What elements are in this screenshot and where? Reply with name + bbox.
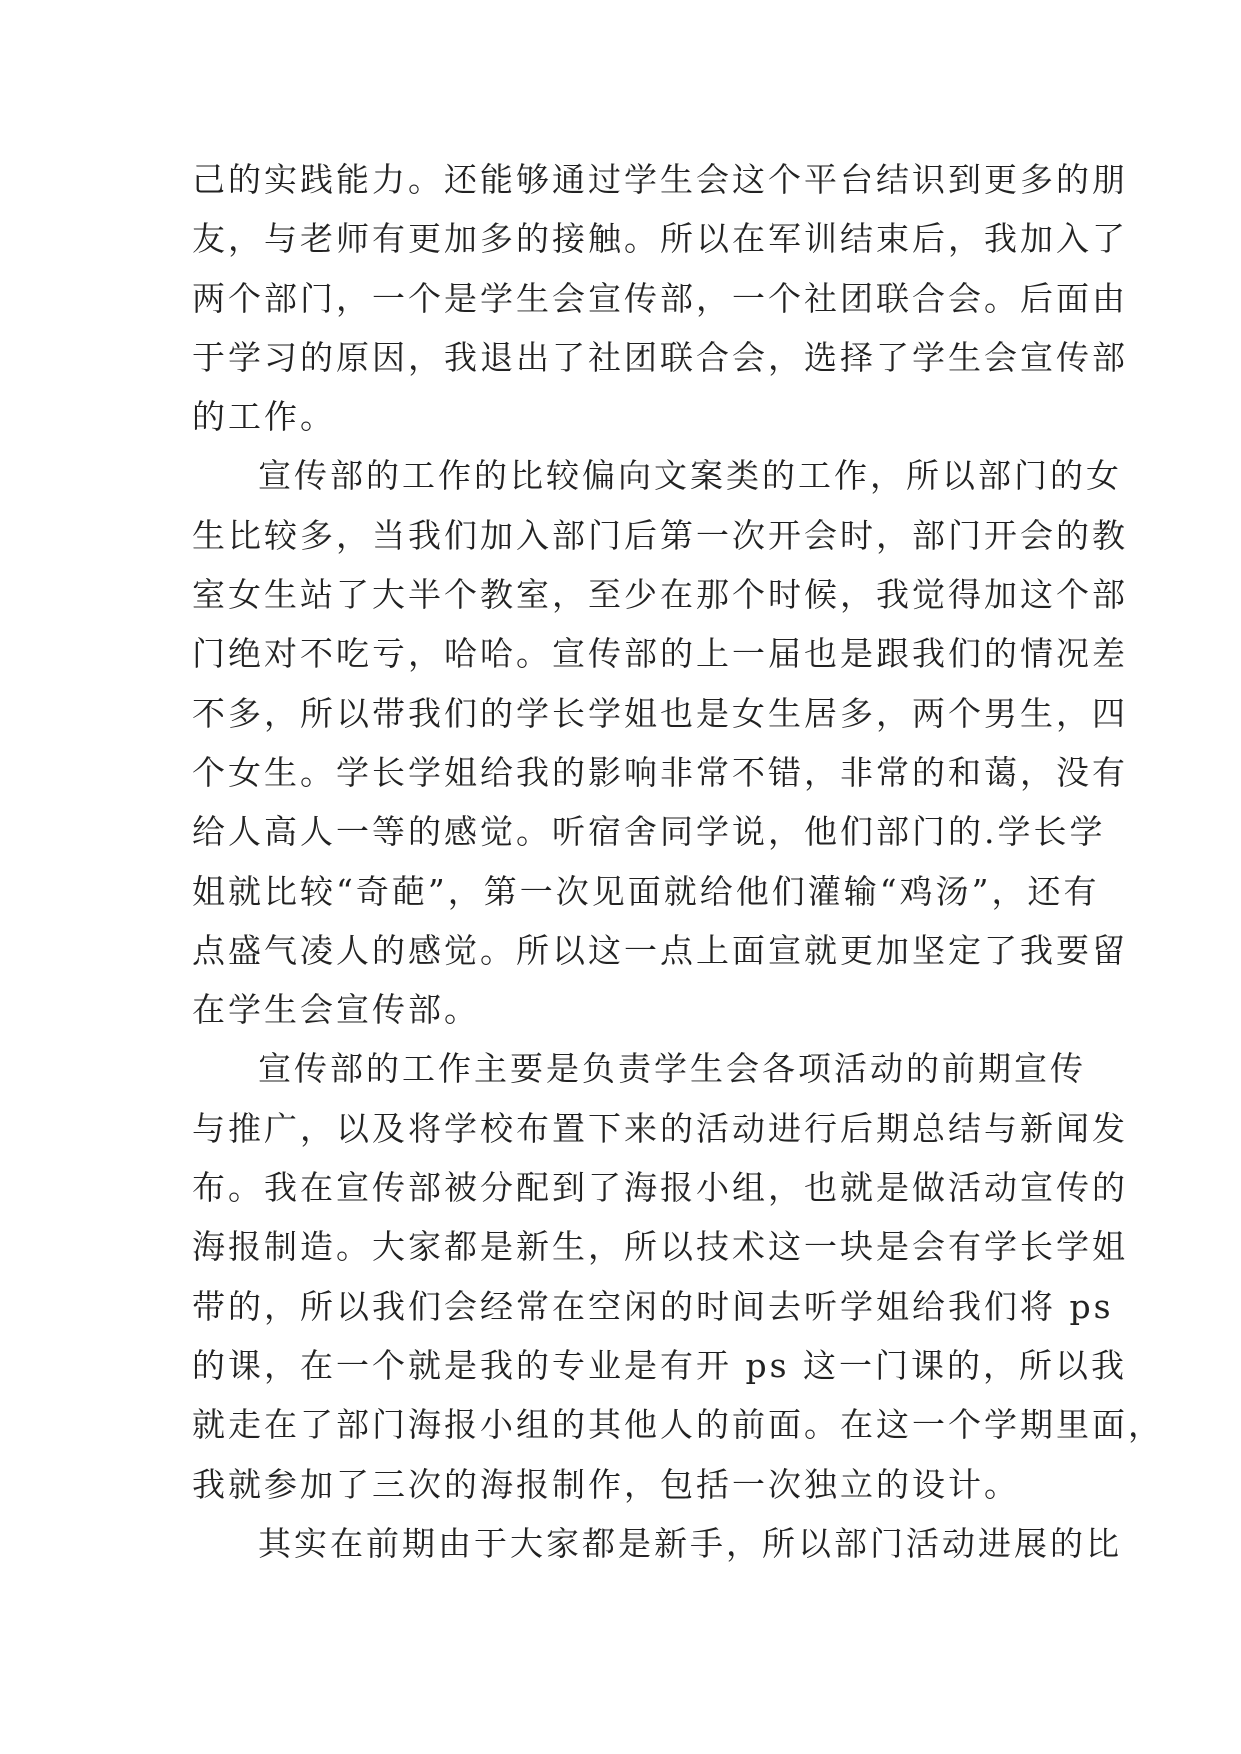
text-line: 我就参加了三次的海报制作，包括一次独立的设计。 <box>192 1464 1020 1504</box>
text-line: 于学习的原因，我退出了社团联合会，选择了学生会宣传部 <box>192 337 1128 377</box>
text-line: 的课，在一个就是我的专业是有开 ps 这一门课的，所以我 <box>192 1345 1128 1385</box>
text-line: 的工作。 <box>192 397 336 437</box>
paragraph-4 <box>192 1514 1122 1573</box>
text-line: 不多，所以带我们的学长学姐也是女生居多，两个男生，四 <box>192 693 1128 733</box>
paragraph-2 <box>192 446 1128 1039</box>
text-line: 海报制造。大家都是新生，所以技术这一块是会有学长学姐 <box>192 1227 1128 1267</box>
text-line: 生比较多，当我们加入部门后第一次开会时，部门开会的教 <box>192 515 1128 555</box>
paragraph-3 <box>192 1039 1164 1513</box>
document-body <box>192 150 1164 1573</box>
text-line: 个女生。学长学姐给我的影响非常不错，非常的和蔼，没有 <box>192 752 1128 792</box>
text-line: 姐就比较“奇葩”，第一次见面就给他们灌输“鸡汤”，还有 <box>192 871 1100 911</box>
text-line: 就走在了部门海报小组的其他人的前面。在这一个学期里面， <box>192 1405 1164 1445</box>
text-line: 带的，所以我们会经常在空闲的时间去听学姐给我们将 ps <box>192 1286 1114 1326</box>
text-line: 友，与老师有更加多的接触。所以在军训结束后，我加入了 <box>192 219 1128 259</box>
text-line: 给人高人一等的感觉。听宿舍同学说，他们部门的.学长学 <box>192 812 1106 852</box>
text-line: 点盛气凌人的感觉。所以这一点上面宣就更加坚定了我要留 <box>192 930 1128 970</box>
text-line: 宣传部的工作的比较偏向文案类的工作，所以部门的女 <box>258 456 1122 496</box>
text-line: 在学生会宣传部。 <box>192 990 480 1030</box>
paragraph-1 <box>192 150 1128 446</box>
text-line: 与推广，以及将学校布置下来的活动进行后期总结与新闻发 <box>192 1108 1128 1148</box>
text-line: 宣传部的工作主要是负责学生会各项活动的前期宣传 <box>258 1049 1086 1089</box>
text-line: 其实在前期由于大家都是新手，所以部门活动进展的比 <box>258 1523 1122 1563</box>
text-line: 布。我在宣传部被分配到了海报小组，也就是做活动宣传的 <box>192 1168 1128 1208</box>
text-line: 门绝对不吃亏，哈哈。宣传部的上一届也是跟我们的情况差 <box>192 634 1128 674</box>
text-line: 两个部门，一个是学生会宣传部，一个社团联合会。后面由 <box>192 278 1128 318</box>
text-line: 室女生站了大半个教室，至少在那个时候，我觉得加这个部 <box>192 575 1128 615</box>
text-line: 己的实践能力。还能够通过学生会这个平台结识到更多的朋 <box>192 160 1128 199</box>
